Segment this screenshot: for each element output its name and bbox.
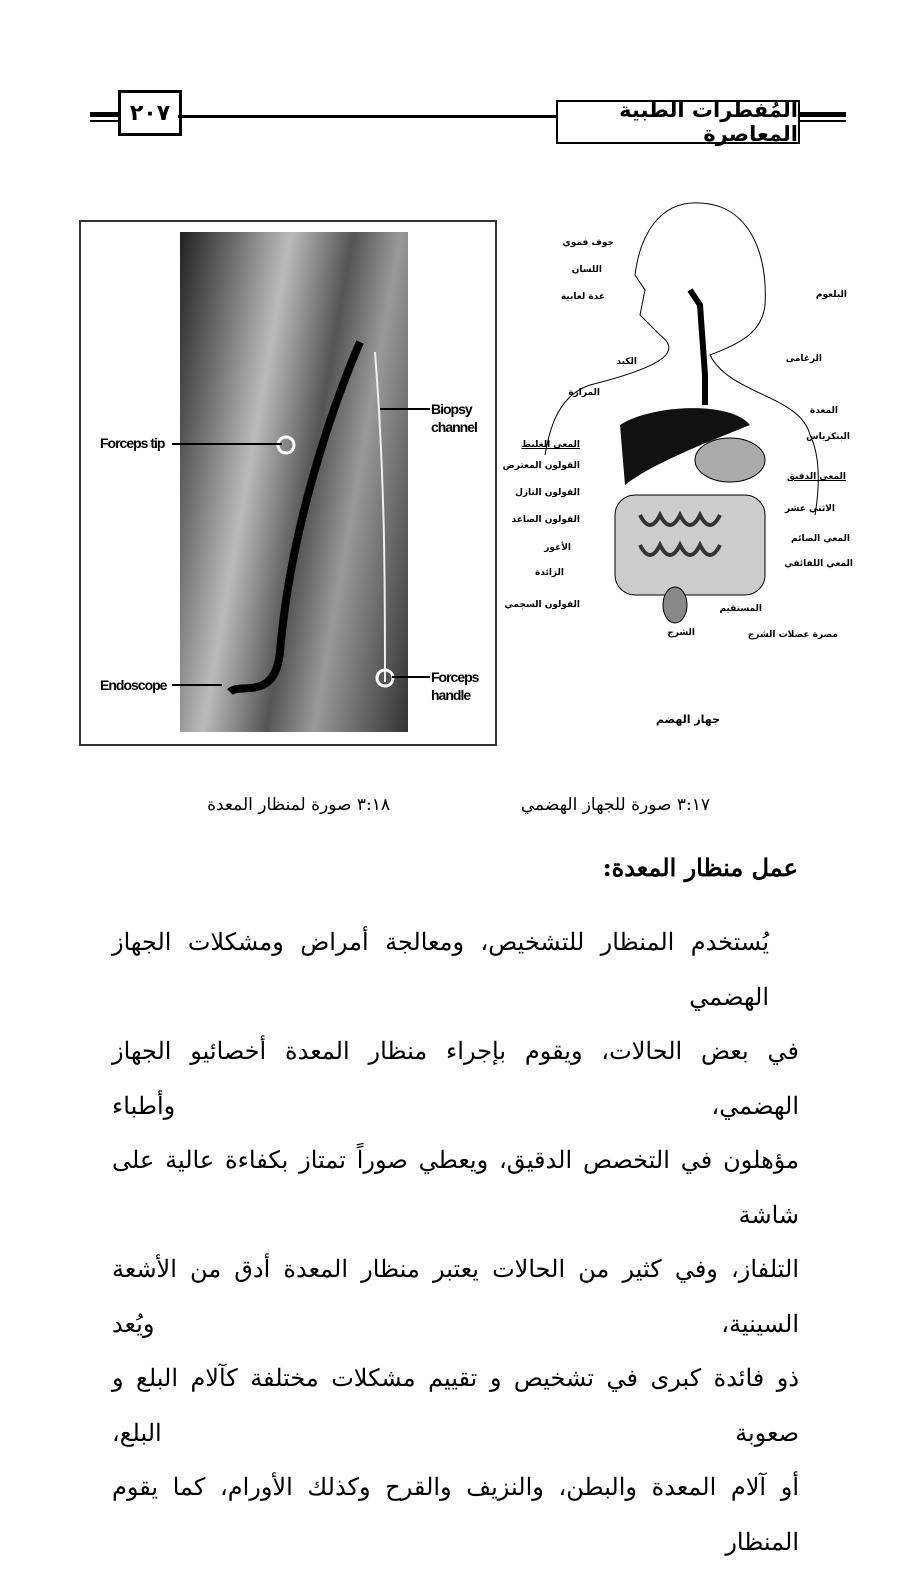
diagram-label: المعي الصائم [791, 534, 850, 544]
header-rule [798, 120, 846, 122]
diagram-label: البنكرياس [806, 432, 850, 442]
diagram-label: القولون الصاعد [511, 515, 580, 525]
diagram-label: جوف فموي [562, 238, 614, 248]
biopsy-pointer [380, 408, 430, 410]
diagram-label: الشرج [667, 628, 695, 638]
diagram-label: المرارة [568, 388, 600, 398]
header-rule [178, 115, 556, 118]
paragraph-line: ذو فائدة كبرى في تشخيص و تقييم مشكلات مختلفة كآلام البلع و صعوبة البلع، [112, 1364, 799, 1447]
body-paragraph [112, 915, 799, 1569]
diagram-label: الرغامى [785, 354, 822, 364]
diagram-label: القولون المعترض [502, 461, 580, 471]
header-rule [798, 112, 846, 117]
book-title: المُفطرات الطبية المعاصرة [556, 100, 800, 144]
forceps-handle-pointer [392, 676, 430, 678]
diagram-label: البلعوم [815, 290, 847, 300]
diagram-label: اللسان [571, 265, 602, 275]
diagram-label: الاثني عشر [785, 504, 835, 514]
diagram-label: القولون النازل [515, 488, 580, 498]
label-biopsy-channel: Biopsy channel [431, 401, 477, 435]
paragraph-line: في بعض الحالات، ويقوم بإجراء منظار المعدة أخصائيو الجهاز الهضمي، وأطباء [112, 1037, 799, 1120]
label-endoscope: Endoscope [100, 677, 167, 693]
diagram-label: المعي الغليظ [521, 440, 580, 450]
diagram-title: جهاز الهضم [655, 713, 720, 726]
diagram-label: الزائدة [534, 568, 564, 578]
caption-endoscope: ٣:١٨ صورة لمنظار المعدة [207, 795, 390, 815]
diagram-label: القولون السجمي [504, 600, 580, 610]
header-rule [90, 120, 120, 122]
digestive-system-diagram [500, 195, 880, 655]
header-rule [90, 112, 120, 117]
label-forceps-handle: Forceps handle [431, 669, 479, 703]
diagram-label: المعي اللفائفي [784, 559, 853, 569]
diagram-label: المعي الدقيق [786, 472, 846, 482]
page-number: ٢٠٧ [118, 90, 182, 136]
diagram-label: غدة لعابية [560, 292, 605, 302]
forceps-tip-pointer [172, 443, 282, 445]
paragraph-line: يُستخدم المنظار للتشخيص، ومعالجة أمراض ومشكلات الجهاز الهضمي [112, 928, 769, 1011]
paragraph-line: مؤهلون في التخصص الدقيق، ويعطي صوراً تمتاز بكفاءة عالية على شاشة [112, 1146, 799, 1229]
caption-digestive-system: ٣:١٧ صورة للجهاز الهضمي [520, 795, 710, 815]
endoscope-photo [180, 232, 408, 732]
paragraph-line: التلفاز، وفي كثير من الحالات يعتبر منظار المعدة أدق من الأشعة السينية، ويُعد [112, 1255, 799, 1338]
label-forceps-tip: Forceps tip [100, 435, 165, 451]
endoscope-pointer [172, 684, 222, 686]
diagram-label: مصرة عضلات الشرج [747, 630, 838, 640]
diagram-label: الأعور [544, 543, 571, 553]
endoscope-tube-illustration [180, 232, 408, 732]
diagram-label: المعدة [809, 406, 838, 416]
section-heading: عمل منظار المعدة: [602, 853, 798, 882]
diagram-label: الكبد [616, 357, 637, 367]
paragraph-line: أو آلام المعدة والبطن، والنزيف والقرح وكذلك الأورام، كما يقوم المنظار [112, 1473, 799, 1556]
diagram-label: المستقيم [719, 604, 762, 614]
